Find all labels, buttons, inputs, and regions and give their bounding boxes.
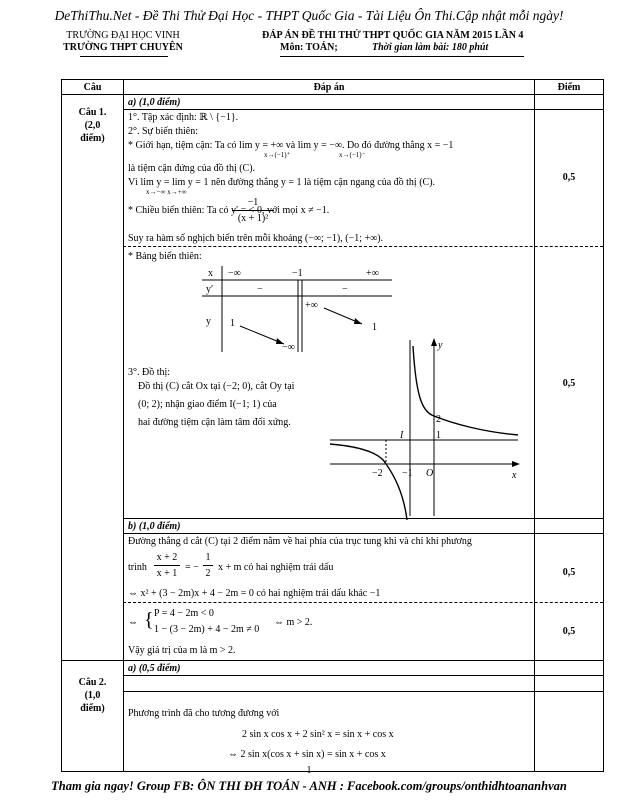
q2-a-line-1: Phương trình đã cho tương đương với [128, 708, 280, 719]
q2-a-line-3: ⇔ 2 sin x(cos x + sin x) = sin x + cos x [228, 749, 386, 760]
q1-part-b-top-line [123, 518, 603, 519]
q1-a-deriv-bar [232, 210, 274, 211]
q1-a-limit-sub1: x→(−1)⁺ [264, 151, 291, 159]
bbt-y-right-1: 1 [372, 322, 377, 333]
bbt-yprime-label: y′ [206, 284, 214, 295]
q1-points-unit: điểm) [80, 133, 105, 144]
q1-b-score-2: 0,5 [562, 626, 576, 637]
q1-b-line-1: Đường thẳng d cắt (C) tại 2 điểm nằm về hai phía của trục tung khi và chỉ khi phương [128, 536, 472, 547]
q1-b-half-den: 2 [205, 568, 211, 579]
bbt-y-plusinf: +∞ [305, 300, 318, 311]
bbt-x-minf: −∞ [228, 268, 241, 279]
q1-a-domain: 1°. Tập xác định: ℝ \ {−1}. [128, 112, 239, 123]
q1-b-frac-bar [154, 565, 180, 566]
bottom-banner[interactable]: Tham gia ngay! Group FB: ÔN THI ĐH TOÁN - ANH : Facebook.com/groups/onthidhtoananhvan [51, 779, 567, 793]
bbt-y-left-1: 1 [230, 318, 235, 329]
q2-part-a-line [123, 675, 603, 676]
q1-a-vertical-asymptote: là tiệm cận đứng của đồ thị (C). [128, 163, 256, 174]
q1-b-system-2: 1 − (3 − 2m) + 4 − 2m ≠ 0 [154, 624, 260, 635]
graph-y-label: y [438, 340, 443, 351]
q2-part-a-content-line [123, 691, 603, 692]
bbt-yprime-sign-1: − [257, 284, 263, 295]
graph-point-I: I [400, 430, 404, 441]
col-header-question: Câu [83, 82, 102, 93]
header-underline [80, 56, 168, 57]
q1-b-equals: = − [185, 562, 199, 573]
q1-a-deriv-den: (x + 1)² [237, 213, 269, 224]
q1-a-limit-sub3: x→−∞ x→+∞ [146, 188, 187, 196]
bbt-y-label: y [206, 316, 211, 327]
q2-points: (1,0 [84, 690, 101, 701]
bbt-x-label: x [208, 268, 213, 279]
q1-b-system-arrow: ⇔ [128, 617, 138, 628]
q2-top-line [62, 660, 603, 661]
bbt-y-neginf: −∞ [282, 342, 295, 353]
q1-points: (2,0 [84, 120, 101, 131]
graph-origin: O [426, 468, 434, 479]
q1-a-horizontal-asymptote: Vì lim y = lim y = 1 nên đường thẳng y = 1 là tiệm cận ngang của đồ thị (C). [128, 177, 436, 188]
q1-b-conclusion: ⇔ m > 2. [274, 617, 313, 628]
answer-table [61, 79, 604, 772]
q1-part-a-line [123, 109, 603, 110]
q1-graph-title: 3°. Đồ thị: [128, 367, 171, 378]
bbt-x-pinf: +∞ [366, 268, 379, 279]
q1-b-frac-den: x + 1 [156, 568, 178, 579]
col-header-answer: Đáp án [313, 82, 345, 93]
page-number: 1 [306, 765, 312, 776]
bbt-x-m1: −1 [292, 268, 303, 279]
bbt-yprime-sign-2: − [342, 284, 348, 295]
q2-label: Câu 2. [78, 677, 107, 688]
bbt-arrowhead-1 [276, 338, 284, 344]
q1-b-frac-num: x + 2 [156, 552, 178, 563]
q1-b-system-1: P = 4 − 2m < 0 [154, 608, 214, 619]
q1-b-half-bar [203, 565, 213, 566]
header-row-line [62, 94, 603, 95]
graph-y-arrow [431, 338, 437, 346]
graph-x-label: x [512, 470, 517, 481]
q1-label: Câu 1. [78, 107, 107, 118]
q1-bbt-title: * Bảng biến thiên: [128, 251, 202, 262]
col-sep-1 [123, 80, 124, 771]
exam-time: Thời gian làm bài: 180 phút [372, 42, 489, 53]
q1-b-trinh: trình [128, 562, 147, 573]
q1-b-brace: { [144, 609, 154, 631]
top-banner[interactable]: DeThiThu.Net - Đề Thi Thử Đại Học - THPT Quốc Gia - Tài Liệu Ôn Thi.Cập nhật mỗi ngày! [54, 8, 564, 23]
q1-a-score-1: 0,5 [562, 172, 576, 183]
q2-a-line-2: 2 sin x cos x + 2 sin² x = sin x + cos x [242, 729, 394, 740]
q1-a-deriv-num: −1 [247, 197, 259, 208]
graph-x-arrow [512, 461, 520, 467]
q1-a-variation: 2°. Sự biến thiên: [128, 126, 198, 137]
graph-tick-2: 2 [436, 414, 441, 425]
graph-branch-left [330, 444, 407, 520]
q1-a-limit-sub2: x→(−1)⁻ [339, 151, 366, 159]
q1-b-half-num: 1 [205, 552, 211, 563]
q1-b-dashed [123, 602, 603, 603]
q1-part-b-line [123, 533, 603, 534]
header-underline-right [280, 56, 524, 57]
q2-points-unit: điểm) [80, 703, 105, 714]
q1-b-equivalent: ⇔ x² + (3 − 2m)x + 4 − 2m = 0 có hai nghiệm trái dấu khác −1 [128, 588, 381, 599]
q1-graph-line-1: Đồ thị (C) cắt Ox tại (−2; 0), cắt Oy tại [138, 381, 295, 392]
q1-graph-line-2: (0; 2); nhận giao điểm I(−1; 1) của [138, 399, 277, 410]
q1-b-score-1: 0,5 [562, 567, 576, 578]
q1-a-limits: * Giới hạn, tiệm cận: Ta có lim y = +∞ và lim y = −∞. Do đó đường thẳng x = −1 [128, 140, 454, 151]
subject: Môn: TOÁN; [280, 42, 338, 53]
col-header-score: Điểm [557, 82, 581, 93]
q1-b-rest: x + m có hai nghiệm trái dấu [218, 562, 334, 573]
university-name: TRƯỜNG ĐẠI HỌC VINH [66, 30, 180, 41]
q1-part-b-title: b) (1,0 điểm) [128, 521, 181, 532]
answer-title: ĐÁP ÁN ĐỀ THI THỬ THPT QUỐC GIA NĂM 2015 LẦN 4 [262, 30, 524, 41]
graph-tick-1: 1 [436, 430, 441, 441]
graph-tick-m1: −1 [402, 468, 413, 479]
bbt-arrowhead-2 [354, 318, 362, 324]
col-sep-2 [534, 80, 535, 771]
graph-branch-right [413, 346, 518, 435]
q2-part-a-title: a) (0,5 điểm) [128, 663, 181, 674]
q1-a-score-2: 0,5 [562, 378, 576, 389]
q1-b-answer: Vậy giá trị của m là m > 2. [128, 645, 236, 656]
q1-a-derivative: * Chiều biến thiên: Ta có y′ = < 0, với mọi x ≠ −1. [128, 205, 330, 216]
function-graph [324, 336, 524, 526]
graph-tick-m2: −2 [372, 468, 383, 479]
q1-a-dashed-1 [123, 246, 603, 247]
q1-a-monotonic: Suy ra hàm số nghịch biến trên mỗi khoảng (−∞; −1), (−1; +∞). [128, 233, 384, 244]
school-name: TRƯỜNG THPT CHUYÊN [63, 42, 183, 53]
q1-part-a-title: a) (1,0 điểm) [128, 97, 181, 108]
q1-graph-line-3: hai đường tiệm cận làm tâm đối xứng. [138, 417, 291, 428]
